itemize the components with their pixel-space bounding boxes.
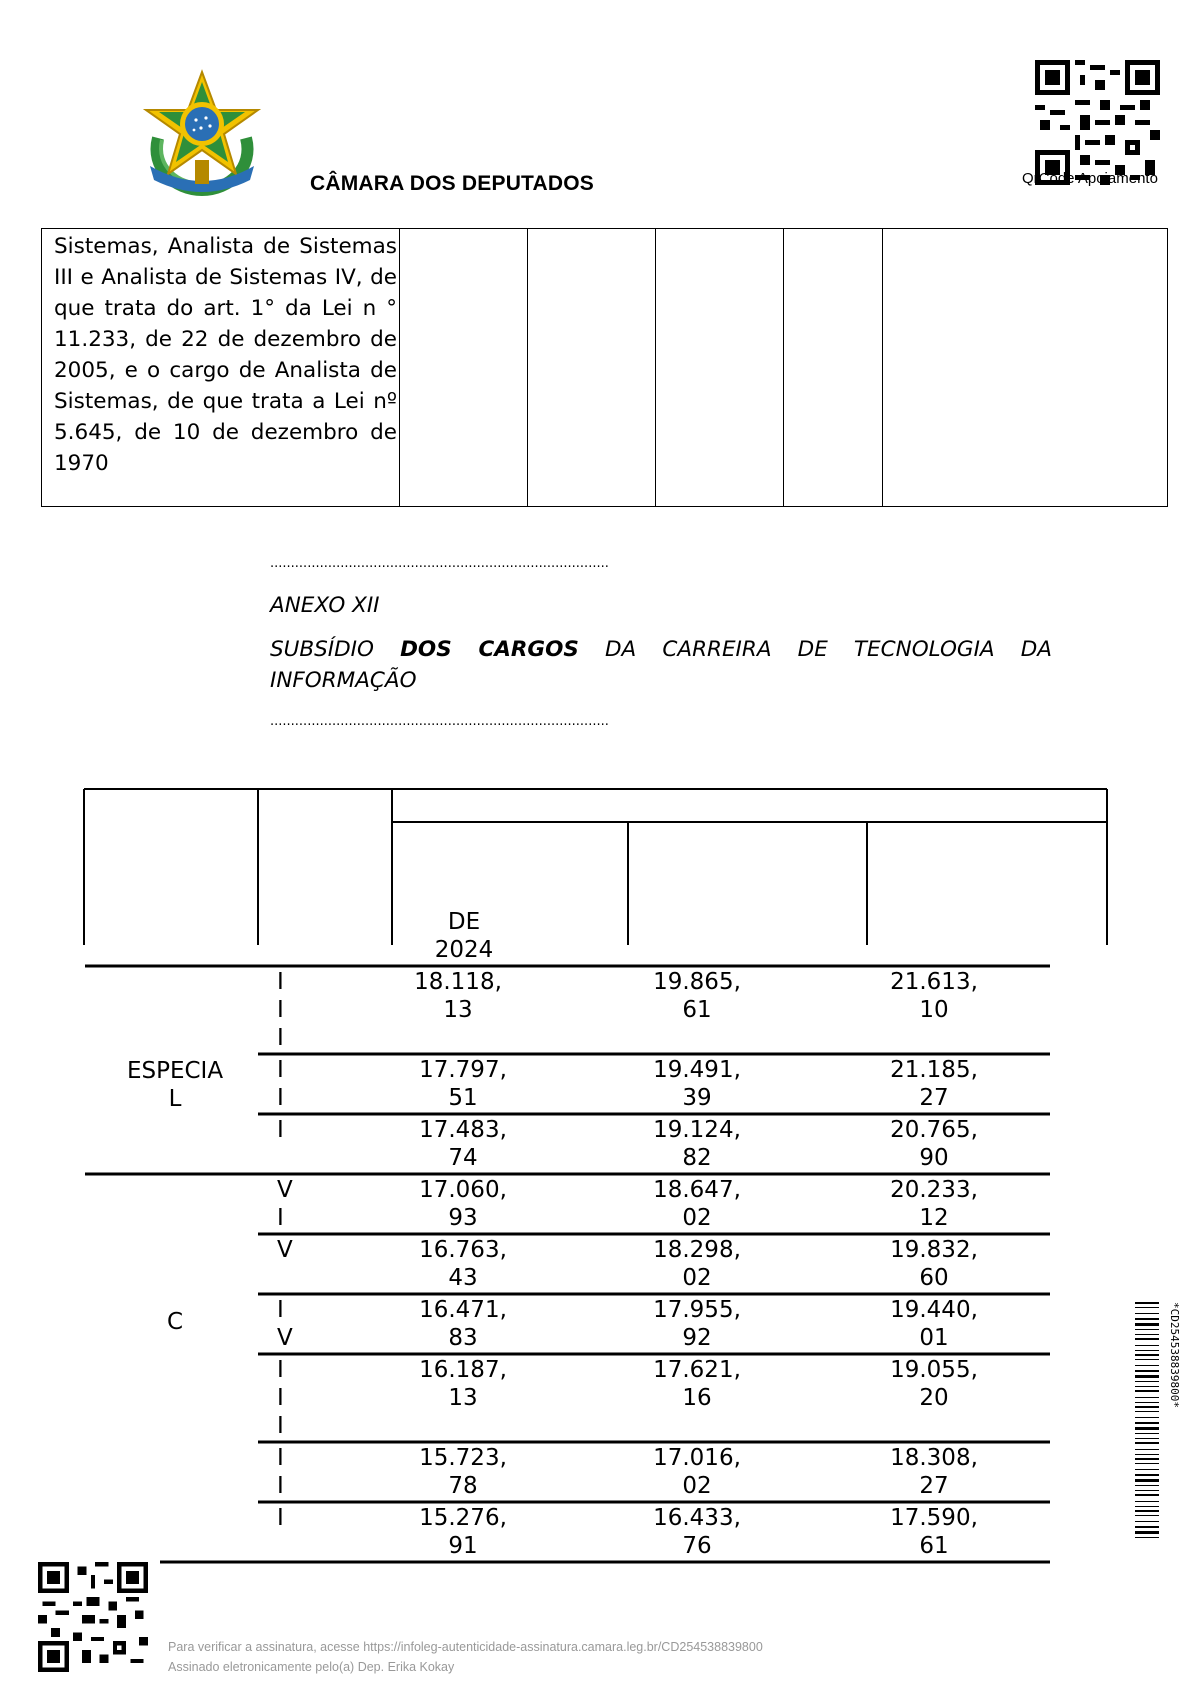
barcode-bar [1135,1463,1159,1464]
ellipsis-line: .................................................................................. [270,714,609,729]
barcode-bar [1135,1485,1159,1486]
barcode-bar [1135,1469,1159,1470]
signature-qr-code-icon [38,1562,148,1672]
barcode-bar [1135,1515,1159,1516]
annex-title: ANEXO XII [270,593,380,618]
coat-of-arms-icon [140,68,265,196]
salary-value: 18.647, 02 [653,1177,741,1231]
house-title: CÂMARA DOS DEPUTADOS [310,172,595,195]
barcode-bar [1135,1458,1159,1460]
barcode-bar [1135,1329,1159,1330]
barcode-bar [1135,1442,1159,1444]
column-header: DE 2024 [434,909,494,963]
barcode-bar [1135,1318,1159,1320]
barcode-bar [1135,1354,1159,1356]
level-label: I [277,1505,284,1531]
qr-caption: QrCode Apoiamento [1022,170,1158,187]
salary-value: 19.865, 61 [653,969,741,1023]
qr-code-icon [1035,60,1160,185]
barcode-bar [1135,1359,1159,1360]
column-divider [783,229,784,506]
barcode-bar [1135,1427,1159,1430]
barcode-bar [1135,1438,1159,1439]
barcode-bar [1135,1365,1159,1366]
salary-value: 19.832, 60 [890,1237,978,1291]
subtitle-bold-text: DOS CARGOS [400,637,579,662]
barcode-bar [1135,1417,1159,1418]
barcode-bar [1135,1345,1159,1346]
barcode-bar [1135,1411,1159,1412]
level-label: I I I [277,1357,284,1439]
barcode-bar [1135,1370,1159,1372]
salary-value: 17.797, 51 [419,1057,507,1111]
column-divider [655,229,656,506]
salary-value: 17.621, 16 [653,1357,741,1411]
salary-value: 18.308, 27 [890,1445,978,1499]
barcode-bar [1135,1390,1159,1392]
barcode-bar [1135,1350,1159,1351]
barcode-bar [1135,1338,1159,1340]
verification-notice: Para verificar a assinatura, acesse https://infoleg-autenticidade-assinatura.camara.leg.br/CD254538839800 [168,1640,763,1654]
level-label: I I [277,1445,284,1499]
salary-value: 17.483, 74 [419,1117,507,1171]
barcode-bar [1135,1381,1159,1382]
barcode-bar [1135,1386,1159,1387]
salary-value: 19.124, 82 [653,1117,741,1171]
salary-value: 16.433, 76 [653,1505,741,1559]
salary-value: 20.233, 12 [890,1177,978,1231]
salary-value: 20.765, 90 [890,1117,978,1171]
barcode-bar [1135,1526,1159,1528]
salary-value: 21.613, 10 [890,969,978,1023]
salary-value: 21.185, 27 [890,1057,978,1111]
subtitle-text: SUBSÍDIO [270,637,401,662]
barcode-bar [1135,1375,1159,1378]
column-divider [527,229,528,506]
barcode-bar [1135,1422,1159,1424]
salary-value: 15.723, 78 [419,1445,507,1499]
barcode-bar [1135,1334,1159,1335]
barcode-bar [1135,1433,1159,1434]
salary-value: 17.060, 93 [419,1177,507,1231]
salary-value: 16.763, 43 [419,1237,507,1291]
salary-value: 18.298, 02 [653,1237,741,1291]
salary-value: 16.187, 13 [419,1357,507,1411]
salary-value: 19.055, 20 [890,1357,978,1411]
barcode-bar [1135,1313,1159,1314]
barcode-bar [1135,1537,1159,1538]
barcode-bar [1135,1449,1159,1450]
barcode-bar [1135,1302,1159,1304]
barcode-icon [1135,1300,1181,1545]
signature-notice: Assinado eletronicamente pelo(a) Dep. Erika Kokay [168,1660,455,1674]
level-label: I [277,1117,284,1143]
salary-value: 19.491, 39 [653,1057,741,1111]
barcode-bar [1135,1510,1159,1512]
barcode-text: *CD254538839800* [1168,1302,1181,1408]
barcode-bar [1135,1402,1159,1403]
level-label: I V [277,1297,293,1351]
barcode-bar [1135,1506,1159,1507]
level-label: V [277,1237,293,1263]
salary-value: 17.955, 92 [653,1297,741,1351]
salary-value: 15.276, 91 [419,1505,507,1559]
salary-value: 16.471, 83 [419,1297,507,1351]
barcode-bar [1135,1474,1159,1476]
annex-subtitle [270,634,1052,696]
barcode-bar [1135,1323,1159,1326]
level-label: V I [277,1177,293,1231]
salary-value: 17.590, 61 [890,1505,978,1559]
salary-value: 18.118, 13 [414,969,502,1023]
barcode-bar [1135,1454,1159,1455]
barcode-bar [1135,1406,1159,1408]
barcode-bar [1135,1501,1159,1502]
salary-value: 17.016, 02 [653,1445,741,1499]
salary-value: 19.440, 01 [890,1297,978,1351]
barcode-bar [1135,1307,1159,1308]
continuation-table [41,228,1168,507]
ellipsis-line: .................................................................................. [270,556,609,571]
barcode-bar [1135,1521,1159,1522]
subtitle-text: DA CARREIRA DE TECNOLOGIA DA INFORMAÇÃO [270,637,1053,693]
level-label: I I I [277,969,284,1051]
barcode-bar [1135,1479,1159,1482]
level-label: I I [277,1057,284,1111]
column-divider [882,229,883,506]
column-divider [399,229,400,506]
barcode-bar [1135,1397,1159,1398]
barcode-bar [1135,1531,1159,1534]
position-description: Sistemas, Analista de Sistemas III e Analista de Sistemas IV, de que trata do art. 1° da Lei n ° 11.233, de 22 de dezembro de 2005, e o cargo de Analista de Sistemas, de que trata a Lei nº 5.645, de 10 de dezembro de 1970 [54,234,397,476]
class-label: C [166,1309,184,1335]
barcode-bar [1135,1490,1159,1491]
barcode-bar [1135,1494,1159,1496]
class-label: ESPECIA L [126,1058,224,1112]
